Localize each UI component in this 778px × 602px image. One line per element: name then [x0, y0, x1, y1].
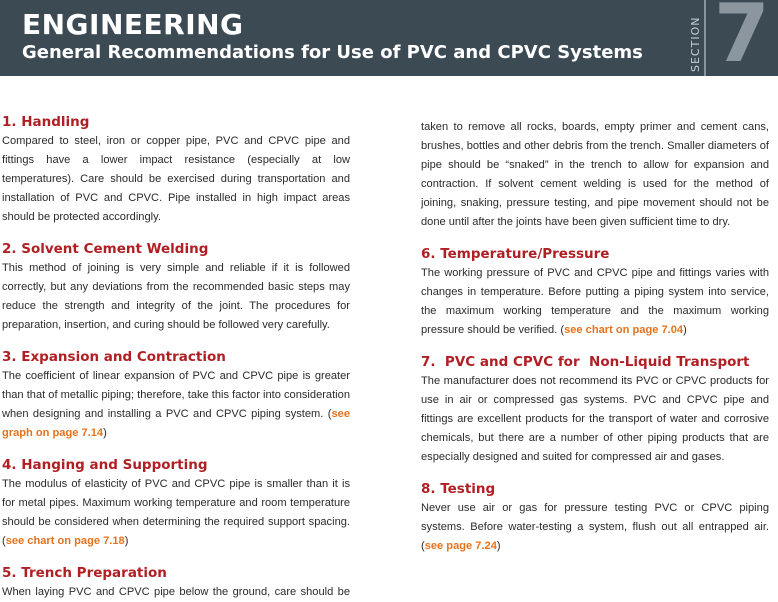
- right-column: [421, 118, 769, 556]
- heading-testing: 8. Testing: [421, 481, 496, 497]
- page-title: ENGINEERING: [22, 8, 244, 41]
- section-number: 7: [714, 0, 770, 80]
- paragraph-trench-preparation: When laying PVC and CPVC pipe below the ground, care should be: [2, 586, 350, 598]
- header-banner: [0, 0, 778, 80]
- link-chart-7-18[interactable]: see chart on page 7.18: [5, 535, 125, 547]
- link-page-7-24[interactable]: see page 7.24: [424, 540, 497, 552]
- section-divider: [704, 0, 706, 76]
- paragraph-testing: Never use air or gas for pressure testing PVC or CPVC piping systems. Before water-testing a system, flush out all entrapped air. (see page 7.24): [421, 502, 769, 552]
- heading-temperature-pressure: 6. Temperature/Pressure: [421, 246, 610, 262]
- link-graph-7-14[interactable]: see graph on page 7.14: [2, 408, 350, 439]
- heading-handling: 1. Handling: [2, 114, 90, 130]
- heading-solvent-cement-welding: 2. Solvent Cement Welding: [2, 241, 209, 257]
- paragraph-trench-continued: taken to remove all rocks, boards, empty primer and cement cans, brushes, bottles and other debris from the trench. Smaller diameters of pipe should be “snaked” in the trench to allow for expansion and contraction. If solvent cement welding is used for the method of joining, snaking, pressure testing, and pipe movement should not be done until after the joints have been given sufficient time to dry.: [421, 121, 769, 228]
- paragraph-handling: Compared to steel, iron or copper pipe, PVC and CPVC pipe and fittings have a lower impact resistance (especially at low temperatures). Care should be exercised during transportation and installation of PVC and CPVC. Pipe installed in high impact areas should be protected accordingly.: [2, 135, 350, 223]
- heading-trench-preparation: 5. Trench Preparation: [2, 565, 167, 581]
- left-column: [2, 112, 350, 602]
- section-label: SECTION: [689, 16, 702, 72]
- heading-expansion-contraction: 3. Expansion and Contraction: [2, 349, 226, 365]
- heading-hanging-supporting: 4. Hanging and Supporting: [2, 457, 208, 473]
- page-subtitle: General Recommendations for Use of PVC and CPVC Systems: [22, 42, 643, 63]
- paragraph-solvent-cement-welding: This method of joining is very simple and reliable if it is followed correctly, but any deviations from the recommended basic steps may reduce the strength and integrity of the joint. The procedures for preparation, insertion, and curing should be followed very carefully.: [2, 262, 350, 331]
- paragraph-expansion-contraction: The coefficient of linear expansion of PVC and CPVC pipe is greater than that of metallic piping; therefore, take this factor into consideration when designing and installing a PVC and CPVC piping system. (see graph on page 7.14): [2, 370, 350, 439]
- link-chart-7-04[interactable]: see chart on page 7.04: [564, 324, 684, 336]
- heading-non-liquid-transport: 7. PVC and CPVC for Non-Liquid Transport: [421, 354, 750, 370]
- paragraph-hanging-supporting: The modulus of elasticity of PVC and CPVC pipe is smaller than it is for metal pipes. Maximum working temperature and room temperature should be considered when determining the required support spacing. (see chart on page 7.18): [2, 478, 350, 547]
- paragraph-temperature-pressure: The working pressure of PVC and CPVC pipe and fittings varies with changes in temperature. Before putting a piping system into service, the maximum working temperature and the maximum working pressure should be verified. (see chart on page 7.04): [421, 267, 769, 336]
- paragraph-non-liquid-transport: The manufacturer does not recommend its PVC or CPVC products for use in air or compressed gas systems. PVC and CPVC pipe and fittings are excellent products for the transport of water and corrosive chemicals, but there are a number of other piping products that are especially designed and suited for compressed air and gases.: [421, 375, 769, 463]
